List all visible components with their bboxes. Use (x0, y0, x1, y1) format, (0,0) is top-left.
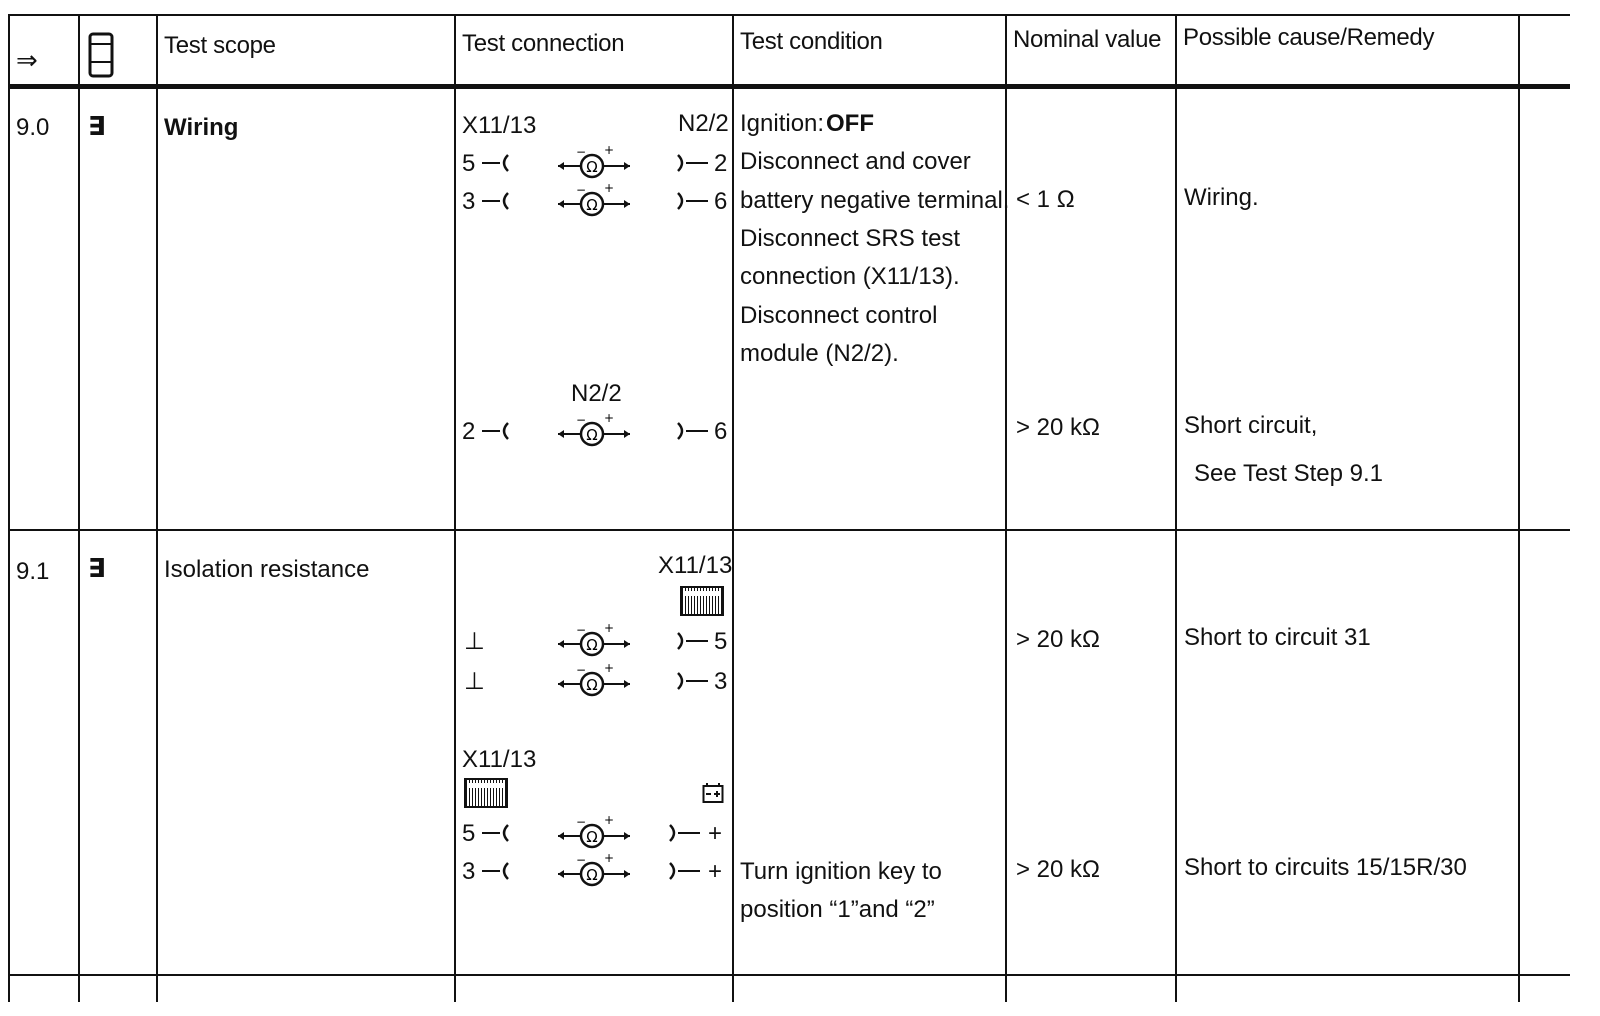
pin-number: 5 (462, 150, 476, 177)
col-border (732, 14, 734, 1002)
svg-text:+: + (604, 411, 615, 425)
header-rule (8, 84, 1570, 89)
condition-line: connection (X11/13). (740, 263, 960, 290)
svg-text:+: + (604, 813, 615, 827)
condition-line: Disconnect control (740, 302, 938, 329)
possible-cause: Short to circuits 15/15R/30 (1184, 854, 1467, 881)
probe-plug-icon (480, 420, 516, 442)
pin-number: 5 (462, 820, 476, 847)
ohmmeter-icon (556, 660, 632, 698)
condition-line: Disconnect SRS test (740, 225, 961, 252)
probe-socket-icon (674, 152, 710, 174)
table-bottom-border (8, 974, 1570, 976)
header-test-scope: Test scope (164, 32, 276, 59)
ohmmeter-icon (556, 180, 632, 218)
connector-label: X11/13 (658, 552, 733, 579)
test-scope: Isolation resistance (164, 556, 370, 583)
col-border (454, 14, 456, 1002)
battery-icon (702, 782, 724, 804)
pin-number: 6 (714, 188, 728, 215)
svg-text:−: − (576, 853, 587, 867)
svg-text:Ω: Ω (586, 636, 598, 654)
header-test-condition: Test condition (740, 28, 883, 55)
tester-icon (464, 778, 508, 808)
probe-socket-icon (674, 190, 710, 212)
pin-number: 3 (714, 668, 728, 695)
probe-plug-icon (480, 822, 516, 844)
condition-line: position “1”and “2” (740, 896, 935, 923)
nominal-value: > 20 kΩ (1016, 856, 1100, 883)
possible-cause: Short circuit, (1184, 412, 1318, 439)
pin-number: 2 (714, 150, 728, 177)
ground-symbol: ⊥ (464, 668, 485, 695)
test-table (8, 14, 1570, 1002)
pin-number: 3 (462, 188, 476, 215)
svg-text:−: − (576, 145, 587, 159)
condition-line: Disconnect and cover (740, 148, 971, 175)
test-scope: Wiring (164, 114, 239, 141)
connector-label: N2/2 (571, 380, 622, 407)
svg-text:Ω: Ω (586, 828, 598, 846)
col-border (156, 14, 158, 1002)
connector-label: X11/13 (462, 112, 537, 139)
step-mark: ∃ (88, 553, 106, 583)
svg-text:Ω: Ω (586, 426, 598, 444)
svg-text:−: − (576, 413, 587, 427)
header-nominal-value: Nominal value (1013, 26, 1162, 53)
col-border (1005, 14, 1007, 1002)
nominal-value: > 20 kΩ (1016, 414, 1100, 441)
svg-text:−: − (576, 815, 587, 829)
pin-number: 6 (714, 418, 728, 445)
svg-text:Ω: Ω (586, 196, 598, 214)
connector-label: N2/2 (678, 110, 729, 137)
pin-number: + (708, 858, 723, 885)
probe-socket-icon (674, 630, 710, 652)
arrow-header: ⇒ (16, 45, 38, 75)
col-border (1175, 14, 1177, 1002)
possible-cause: Wiring. (1184, 184, 1259, 211)
condition-line: battery negative terminal. (740, 187, 1010, 214)
possible-cause: Short to circuit 31 (1184, 624, 1371, 651)
probe-plug-icon (480, 152, 516, 174)
col-border (78, 14, 80, 1002)
svg-text:+: + (604, 143, 615, 157)
pin-number: + (708, 820, 723, 847)
tester-icon (680, 586, 724, 616)
ohmmeter-icon (556, 410, 632, 448)
svg-text:−: − (576, 663, 587, 677)
pin-number: 5 (714, 628, 728, 655)
svg-text:+: + (604, 851, 615, 865)
ohmmeter-icon (556, 850, 632, 888)
pin-number: 3 (462, 858, 476, 885)
table-top-border (8, 14, 1570, 16)
svg-text:+: + (604, 621, 615, 635)
svg-text:−: − (576, 623, 587, 637)
col-border (1518, 14, 1520, 1002)
step-number: 9.1 (16, 558, 50, 585)
remedy-reference: See Test Step 9.1 (1194, 460, 1384, 487)
pin-number: 2 (462, 418, 476, 445)
probe-plug-icon (480, 860, 516, 882)
step-mark: ∃ (88, 111, 106, 141)
condition-ignition-value: OFF (826, 110, 874, 137)
header-possible-cause: Possible cause/Remedy (1183, 24, 1435, 51)
ground-symbol: ⊥ (464, 628, 485, 655)
probe-plug-icon (480, 190, 516, 212)
probe-socket-icon (666, 822, 702, 844)
svg-text:Ω: Ω (586, 158, 598, 176)
condition-ignition-label: Ignition: (740, 110, 825, 137)
step-number: 9.0 (16, 114, 50, 141)
connector-label: X11/13 (462, 746, 537, 773)
probe-socket-icon (674, 670, 710, 692)
header-test-connection: Test connection (462, 30, 625, 57)
ohmmeter-icon (556, 620, 632, 658)
ohmmeter-icon (556, 812, 632, 850)
svg-text:Ω: Ω (586, 676, 598, 694)
svg-text:+: + (604, 181, 615, 195)
nominal-value: < 1 Ω (1016, 186, 1075, 213)
nominal-value: > 20 kΩ (1016, 626, 1100, 653)
col-border (8, 14, 10, 1002)
tester-header-icon (88, 32, 114, 78)
condition-line: module (N2/2). (740, 340, 899, 367)
probe-socket-icon (666, 860, 702, 882)
probe-socket-icon (674, 420, 710, 442)
svg-text:−: − (576, 183, 587, 197)
svg-text:+: + (604, 661, 615, 675)
svg-text:Ω: Ω (586, 866, 598, 884)
row-divider (8, 529, 1570, 531)
ohmmeter-icon (556, 142, 632, 180)
condition-line: Turn ignition key to (740, 858, 942, 885)
